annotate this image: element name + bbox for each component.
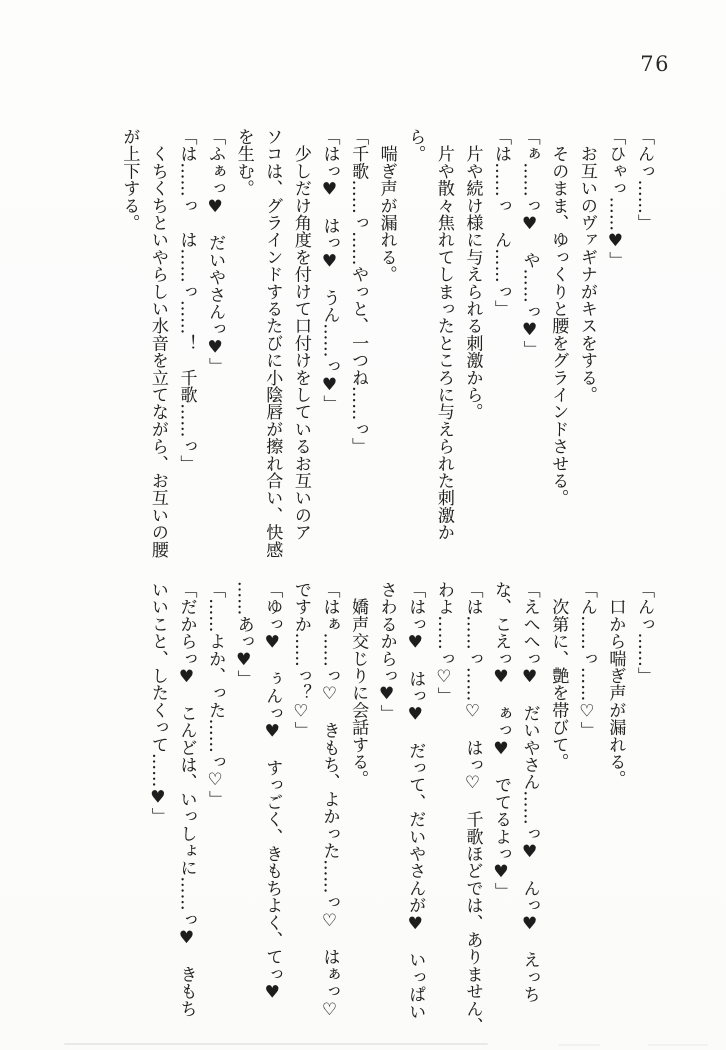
- text-column: 「千歌……っ……やっと、一つね……っ」: [348, 128, 369, 455]
- scan-artifact-line: [558, 1044, 600, 1046]
- text-column: 「はっ♥ はっ♥ だって、だいやさんが♥ いっぱい: [405, 581, 426, 1020]
- text-column: 「は……っ ん……っ」: [491, 128, 512, 318]
- text-column: わよ……っ♡」: [433, 581, 454, 705]
- text-column: 「は……っ……♡ はっ♡ 千歌ほどでは、ありません、: [462, 581, 483, 1035]
- text-column: を生む。: [233, 128, 254, 197]
- text-column: ですか……っ？♡」: [290, 581, 311, 739]
- text-column: お互いのヴァギナがキスをする。: [576, 128, 597, 404]
- text-column: 「ゆっ♥ ぅんっ♥ すっごく、きもちよく、てっ♥: [262, 581, 283, 1003]
- text-column: 「は……っ は……っ……！ 千歌……っ」: [176, 128, 197, 472]
- text-column: 「ぁ……っ♥ や……っ♥」: [519, 128, 540, 358]
- text-column: さわるからっ♥」: [376, 581, 397, 722]
- scan-artifact-line: [648, 1044, 708, 1046]
- page-number: 76: [640, 52, 670, 76]
- text-column: 「ふぁっ♥ だいやさんっ♥」: [205, 128, 226, 375]
- text-column: 片や散々焦れてしまったところに与えられた刺激か: [433, 128, 454, 541]
- text-column: 「はっ♥ はっ♥ うん……っ♥」: [319, 128, 340, 413]
- text-band-top: [115, 128, 658, 558]
- scan-artifact-line: [64, 1043, 488, 1045]
- text-band-bottom: [143, 581, 658, 1035]
- text-column: いいこと、したくって……♥」: [147, 581, 168, 825]
- text-column: 「ん……っ……♡」: [576, 581, 597, 739]
- text-column: 喘ぎ声が漏れる。: [376, 128, 397, 283]
- text-column: 嬌声交じりに会話する。: [348, 581, 369, 788]
- text-column: 「はぁ……っ♡ きもち、よかった……っ♡ はぁっ♡: [319, 581, 340, 1020]
- text-column: 「んっ……」: [634, 581, 654, 685]
- text-column: が上下する。: [119, 128, 140, 232]
- text-column: 次第に、艶を帯びて。: [548, 581, 569, 771]
- text-column: ……あっ♥」: [233, 581, 254, 688]
- text-column: 「……よか、った……っ♡」: [205, 581, 226, 808]
- text-column: 「ひゃっ……♥」: [605, 128, 626, 269]
- text-column: な、こえっ♥ ぁっ♥ でてるよっ♥」: [491, 581, 512, 900]
- text-column: くちくちといやらしい水音を立てながら、お互いの腰: [147, 128, 168, 558]
- text-column: 「んっ……」: [634, 128, 654, 232]
- text-column: そのまま、ゆっくりと腰をグラインドさせる。: [548, 128, 569, 507]
- text-column: ソコは、グラインドするたびに小陰唇が擦れ合い、快感: [262, 128, 283, 558]
- text-column: 「だからっ♥ こんどは、いっしょに……っ♥ きもち: [176, 581, 197, 1017]
- text-column: 口から喘ぎ声が漏れる。: [605, 581, 626, 788]
- text-column: 「えへへっ♥ だいやさん……っ♥ んっ♥ えっち: [519, 581, 540, 1003]
- text-column: 少しだけ角度を付けて口付けをしているお互いのア: [290, 128, 311, 541]
- text-column: ら。: [405, 128, 426, 163]
- text-column: 片や続け様に与えられる刺激から。: [462, 128, 483, 421]
